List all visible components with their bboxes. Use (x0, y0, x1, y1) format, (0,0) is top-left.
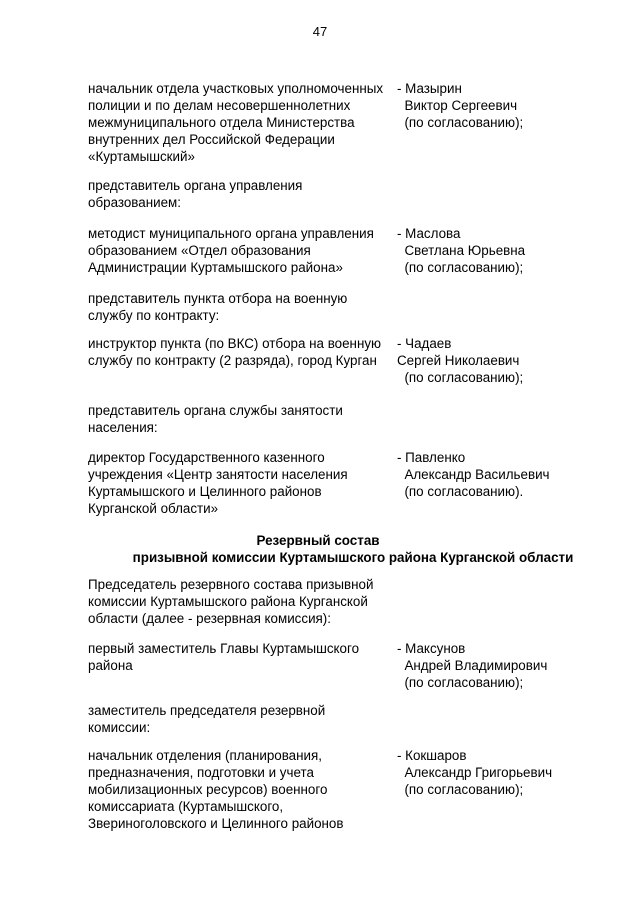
category-text: представитель пункта отбора на военную службу по контракту: (88, 291, 348, 323)
person-text: - Мазырин Виктор Сергеевич (по согласованию); (397, 81, 524, 130)
position-text: начальник отделения (планирования, предназначения, подготовки и учета мобилизационных ресурсов) военного комиссариата (Куртамышского, Звериноголовского и Целинного районов (88, 748, 344, 831)
position-text: директор Государственного казенного учреждения «Центр занятости населения Куртамышского и Целинного районов Курганской области» (88, 450, 348, 516)
person-text: - Максунов Андрей Владимирович (по согласованию); (397, 641, 548, 690)
person-text: - Кокшаров Александр Григорьевич (по согласованию); (397, 748, 553, 797)
section-heading-line1: Резервный состав (256, 533, 380, 548)
category-text: Председатель резервного состава призывной комиссии Куртамышского района Курганской области (далее - резервная комиссия): (88, 577, 374, 626)
position-text: методист муниципального органа управления образованием «Отдел образования Администрации Куртамышского района» (88, 226, 374, 275)
category-text: представитель органа управления образованием: (88, 178, 303, 210)
page-number: 47 (312, 24, 328, 39)
section-heading-line2: призывной комиссии Куртамышского района Курганской области (132, 550, 574, 565)
category-text: представитель органа службы занятости населения: (88, 403, 343, 435)
position-text: начальник отдела участковых уполномоченных полиции и по делам несовершеннолетних межмуниципального отдела Министерства внутренних дел Российской Федерации «Куртамышский» (88, 81, 384, 164)
person-text: - Чадаев Сергей Николаевич (по согласованию); (397, 336, 524, 385)
person-text: - Павленко Александр Васильевич (по согласованию). (397, 450, 550, 499)
position-text: инструктор пункта (по ВКС) отбора на военную службу по контракту (2 разряда), город Курган (88, 336, 382, 368)
position-text: первый заместитель Главы Куртамышского района (88, 641, 360, 673)
person-text: - Маслова Светлана Юрьевна (по согласованию); (397, 226, 526, 275)
category-text: заместитель председателя резервной комиссии: (88, 703, 326, 735)
